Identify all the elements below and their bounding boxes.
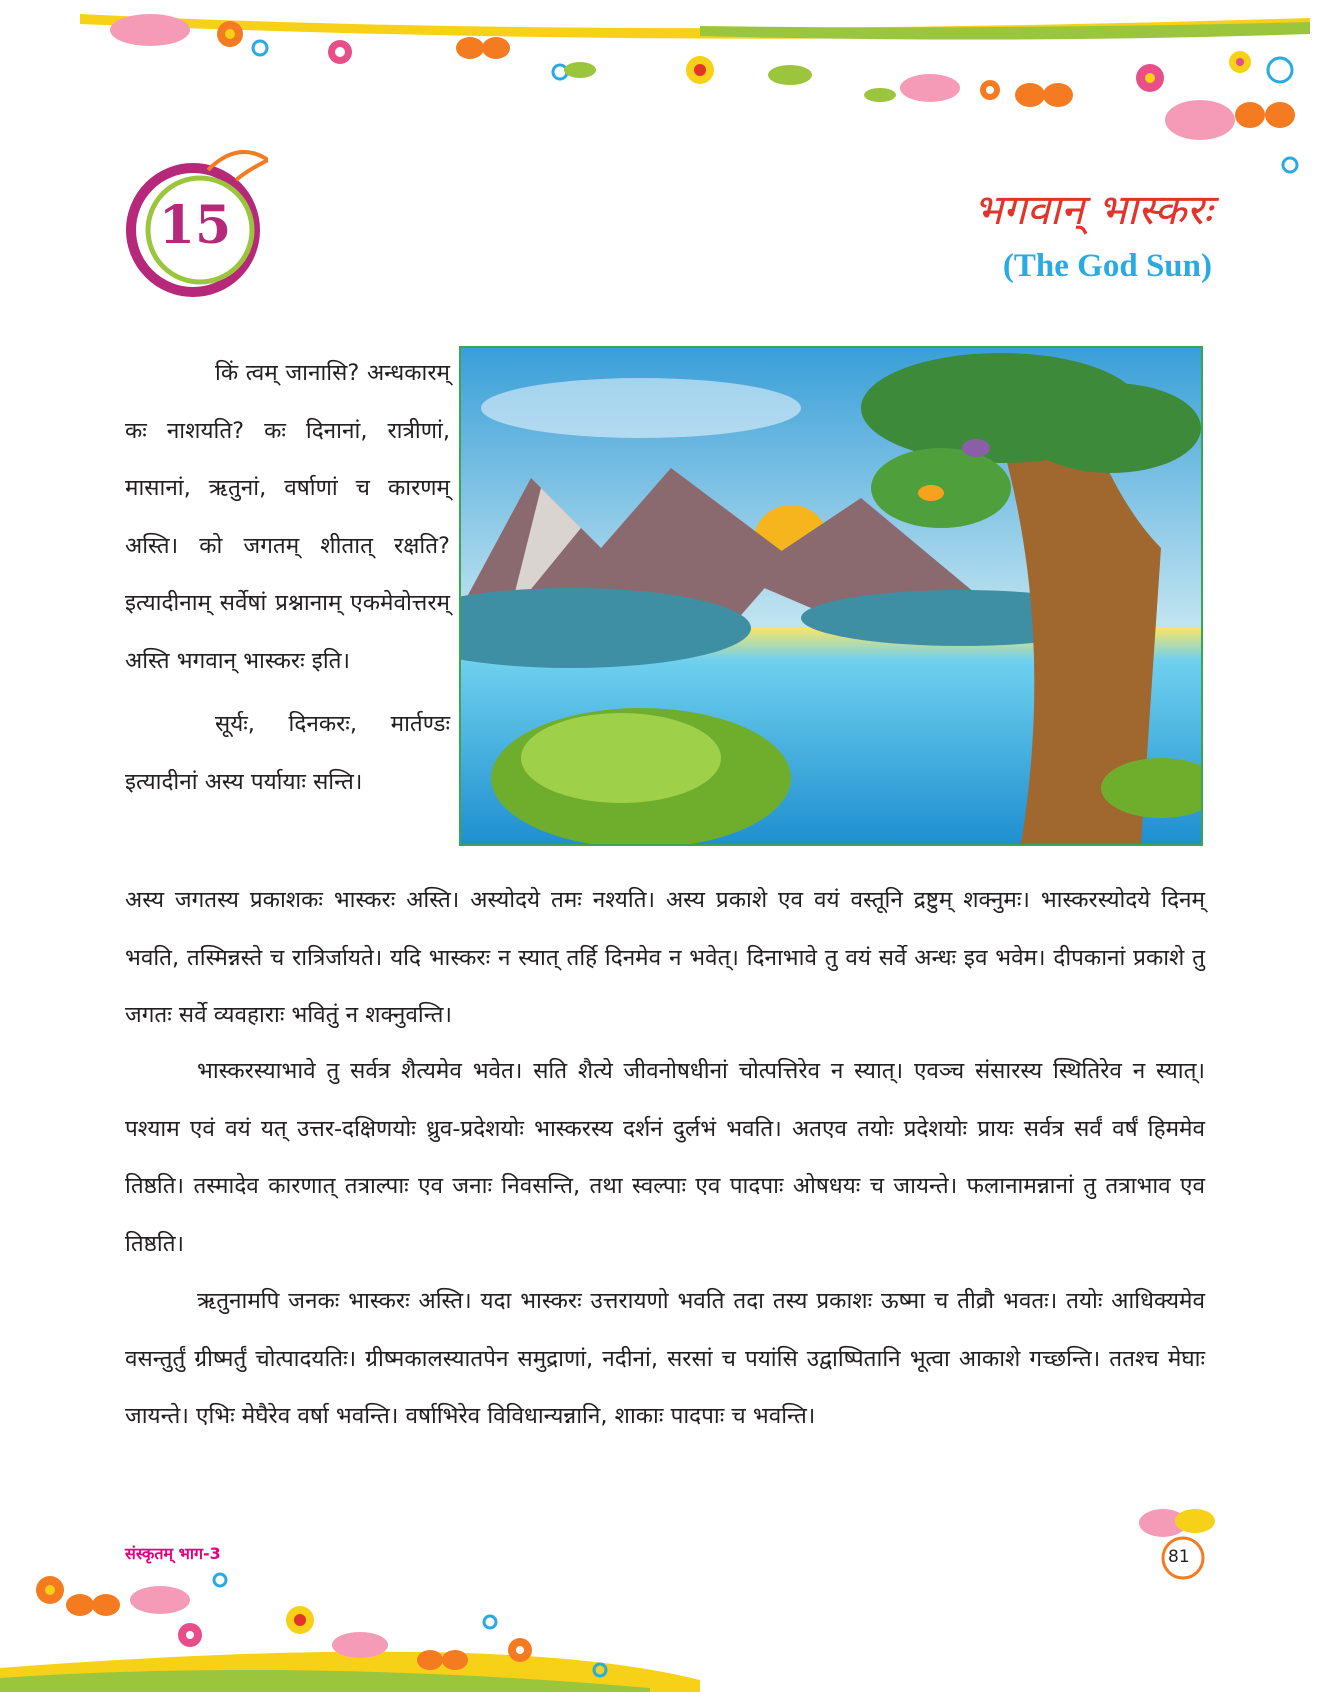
leaf-icon bbox=[564, 62, 896, 102]
paragraph: सूर्यः, दिनकरः, मार्तण्डः इत्यादीनां अस्य पर्यायाः सन्ति। bbox=[125, 711, 450, 795]
bottom-decorative-border bbox=[0, 1540, 1332, 1692]
body-paragraph-1 bbox=[125, 872, 1205, 1045]
chapter-title-sanskrit: भगवान् भास्करः bbox=[973, 185, 1212, 234]
flower-icon bbox=[36, 1576, 532, 1662]
sunrise-lake-illustration bbox=[459, 346, 1203, 846]
book-title-footer: संस्कृतम् भाग-3 bbox=[125, 1544, 221, 1563]
paragraph: किं त्वम् जानासि? अन्धकारम् कः नाशयति? कः दिनानां, रात्रीणां, मासानां, ऋतुनां, वर्षाणां च कारणम् अस्ति। को जगतम् शीतात् रक्षति? इत्यादीनाम् सर्वेषां प्रश्नानाम् एकमेवोत्तरम् अस्ति भगवान् भास्करः इति। bbox=[125, 360, 450, 674]
paragraph: ऋतुनामपि जनकः भास्करः अस्ति। यदा भास्करः उत्तरायणो भवति तदा तस्य प्रकाशः ऊष्मा च तीव्रौ भवतः। तयोः आधिक्यमेव वसन्तुर्तुं ग्रीष्मर्तुं चोत्पादयतिः। ग्रीष्मकालस्यातपेन समुद्राणां, नदीनां, सरसां च पयांसि उद्वाष्पितानि भूत्वा आकाशे गच्छन्ति। ततश्च मेघाः जायन्ते। एभिः मेघैरेव वर्षा भवन्ति। वर्षाभिरेव विविधान्यन्नानि, शाकाः पादपाः च भवन्ति। bbox=[125, 1288, 1205, 1429]
paragraph: अस्य जगतस्य प्रकाशकः भास्करः अस्ति। अस्योदये तमः नश्यति। अस्य प्रकाशे एव वयं वस्तूनि द्रष्टुम् शक्नुमः। भास्करस्योदये दिनम् भवति, तस्मिन्नस्ते च रात्रिर्जायते। यदि भास्करः न स्यात् तर्हि दिनमेव न भवेत्। दिनाभावे तु वयं सर्वे अन्धः इव भवेम। दीपकानां प्रकाशे तु जगतः सर्वे व्यवहाराः भवितुं न शक्नुवन्ति। bbox=[125, 887, 1205, 1028]
heart-petal-icon bbox=[130, 1586, 388, 1658]
body-paragraph-2 bbox=[125, 1043, 1205, 1273]
intro-text-block bbox=[125, 345, 450, 811]
chapter-title-english: (The God Sun) bbox=[1002, 248, 1212, 284]
chapter-number: 15 bbox=[158, 195, 232, 256]
paragraph: भास्करस्याभावे तु सर्वत्र शैत्यमेव भवेत। सति शैत्ये जीवनोषधीनां चोत्पत्तिरेव न स्यात्। एवञ्च संसारस्य स्थितिरेव न स्यात्। पश्याम एवं वयं यत् उत्तर-दक्षिणयोः ध्रुव-प्रदेशयोः भास्करस्य दर्शनं दुर्लभं भवति। अतएव तयोः प्रदेशयोः प्रायः सर्वत्र सर्वं वर्षं हिममेव तिष्ठति। तस्मादेव कारणात् तत्राल्पाः एव जनाः निवसन्ति, तथा स्वल्पाः एव पादपाः ओषधयः च जायन्ते। फलानामन्नानां तु तत्राभाव एव तिष्ठति। bbox=[125, 1058, 1205, 1257]
swirl-icon bbox=[253, 41, 1297, 172]
body-paragraph-3 bbox=[125, 1273, 1205, 1446]
page-number: 81 bbox=[1168, 1547, 1190, 1567]
